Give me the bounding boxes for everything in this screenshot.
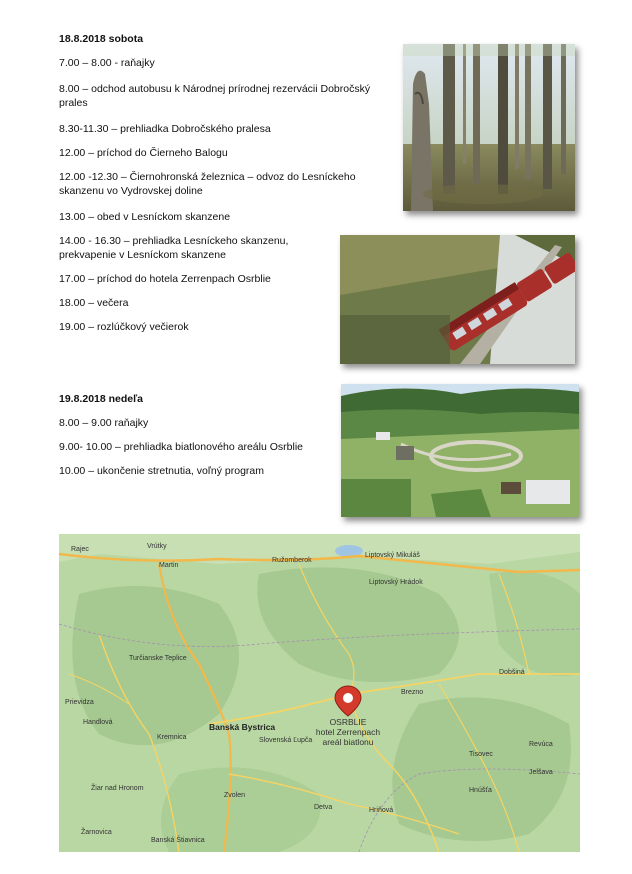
schedule-item: 13.00 – obed v Lesníckom skanzene (59, 211, 231, 223)
map-city-revuca: Revúca (529, 741, 553, 748)
pin-label-osrblie: OSRBLIE (329, 717, 367, 727)
schedule-item: 12.00 -12.30 – Čiernohronská železnica – odvoz do Lesníckeho (59, 171, 356, 183)
day2-heading: 19.8.2018 nedeľa (59, 393, 144, 405)
map-city-prievidza: Prievidza (65, 699, 94, 706)
pin-label-biathlon: areál biatlonu (322, 737, 374, 747)
schedule-item: 9.00- 10.00 – prehliadka biatlonového areálu Osrblie (59, 441, 303, 453)
map-city-slovenska-lupca: Slovenská Ľupča (259, 737, 313, 744)
schedule-item: 17.00 – príchod do hotela Zerrenpach Osrblie (59, 273, 271, 285)
train-photo (340, 235, 575, 364)
schedule-item: 19.00 – rozlúčkový večierok (59, 321, 189, 333)
map-city-brezno: Brezno (401, 689, 424, 696)
schedule-item: 18.00 – večera (59, 297, 129, 309)
forest-photo (403, 44, 575, 211)
schedule-item: prales (59, 97, 88, 109)
map-city-rajec: Rajec (71, 546, 89, 553)
schedule-item: 14.00 - 16.30 – prehliadka Lesníckeho skanzenu, (59, 235, 289, 247)
map-city-liptovsky-hradok: Liptovský Hrádok (369, 579, 423, 586)
map-city-kremnica: Kremnica (157, 734, 187, 741)
map-city-vrutky: Vrútky (147, 543, 167, 550)
map-city-hrinova: Hriňová (369, 807, 394, 814)
map-city-banska-stiavnica: Banská Štiavnica (151, 837, 205, 844)
region-map[interactable] (59, 534, 580, 852)
schedule-item: 8.30-11.30 – prehliadka Dobročského pralesa (59, 123, 271, 135)
map-city-detva: Detva (314, 804, 333, 811)
map-city-zarnovica: Žarnovica (81, 829, 112, 836)
map-city-banska-bystrica: Banská Bystrica (209, 722, 276, 732)
schedule-item: 7.00 – 8.00 - raňajky (59, 57, 155, 69)
map-city-zvolen: Zvolen (224, 792, 246, 799)
map-city-turcianske: Turčianske Teplice (129, 655, 187, 662)
day1-heading: 18.8.2018 sobota (59, 33, 144, 45)
map-city-ziar: Žiar nad Hronom (91, 785, 144, 792)
biathlon-area-photo (341, 384, 579, 517)
schedule-item: prekvapenie v Lesníckom skanzene (59, 249, 226, 261)
map-city-dobsina: Dobšiná (499, 669, 525, 676)
schedule-item: 8.00 – 9.00 raňajky (59, 417, 149, 429)
map-city-jelsava: Jelšava (529, 769, 553, 776)
schedule-item: skanzenu vo Vydrovskej doline (59, 185, 203, 197)
map-city-liptovsky-mikulas: Liptovský Mikuláš (365, 552, 420, 559)
schedule-item: 8.00 – odchod autobusu k Národnej prírodnej rezervácii Dobročský (59, 83, 371, 95)
schedule-item: 12.00 – príchod do Čierneho Balogu (59, 147, 228, 159)
schedule-item: 10.00 – ukončenie stretnutia, voľný program (59, 465, 265, 477)
map-city-martin: Martin (159, 562, 179, 569)
map-city-tisovec: Tisovec (469, 751, 493, 758)
map-city-handlova: Handlová (83, 719, 113, 726)
map-city-ruzomberok: Ružomberok (272, 557, 312, 564)
map-city-hnusta: Hnúšťa (469, 787, 492, 794)
pin-label-hotel: hotel Zerrenpach (315, 727, 381, 737)
